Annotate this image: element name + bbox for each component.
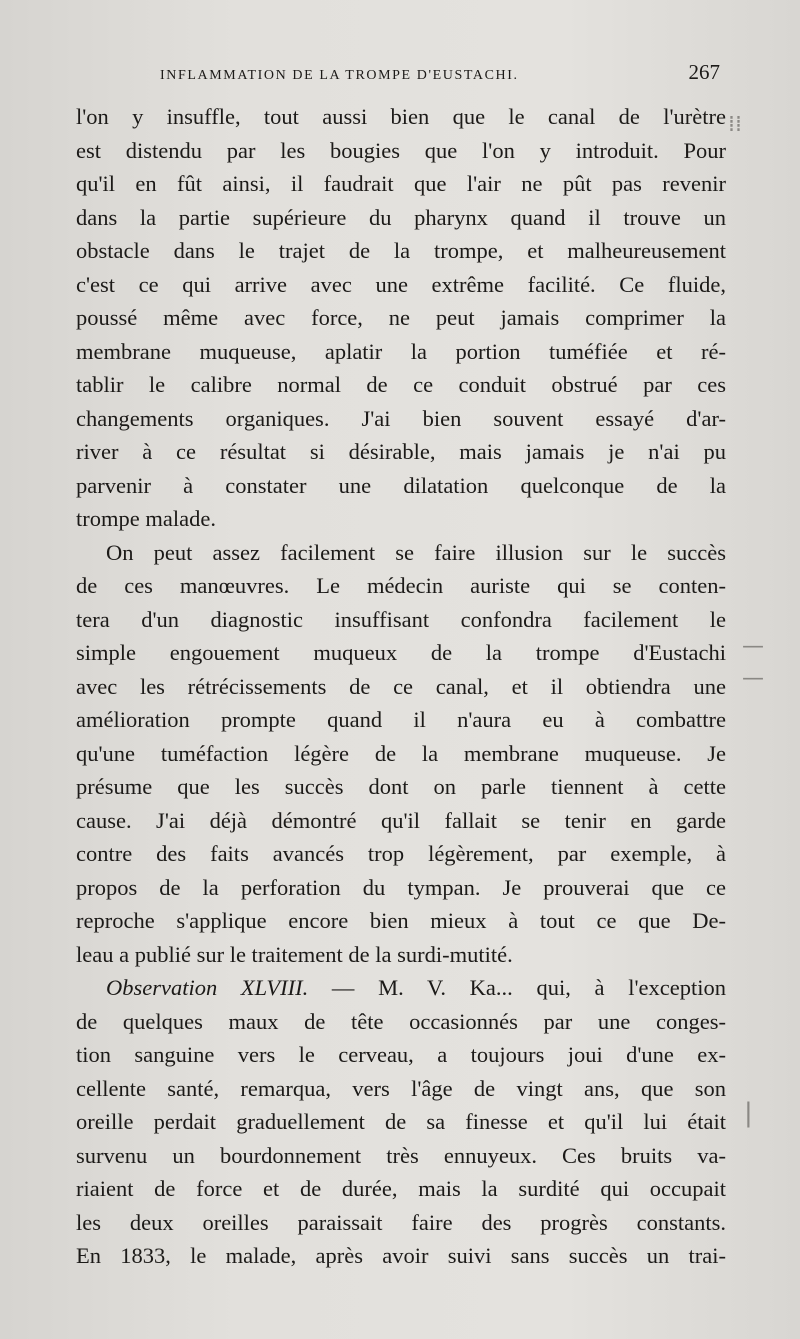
text-line: trompe malade. xyxy=(76,506,216,531)
margin-dash-mark: — xyxy=(742,634,764,659)
text-line: En 1833, le malade, après avoir suivi sans succès un trai- xyxy=(76,1243,726,1268)
text-line: river à ce résultat si désirable, mais jamais je n'ai pu xyxy=(76,439,726,464)
paragraph-1 xyxy=(76,100,726,536)
text-line: tablir le calibre normal de ce conduit obstrué par ces xyxy=(76,372,726,397)
margin-dash-mark: — xyxy=(742,666,764,691)
text-line: les deux oreilles paraissait faire des progrès constants. xyxy=(76,1209,726,1235)
text-line: survenu un bourdonnement très ennuyeux. Ces bruits va- xyxy=(76,1142,726,1168)
text-line: qu'une tuméfaction légère de la membrane muqueuse. Je xyxy=(76,740,726,766)
observation-label: Observation XLVIII. xyxy=(106,975,309,1000)
text-line: oreille perdait graduellement de sa finesse et qu'il lui était xyxy=(76,1109,726,1134)
margin-pencil-mark: ⁞⁞ xyxy=(728,112,742,137)
text-line: amélioration prompte quand il n'aura eu à combattre xyxy=(76,707,726,732)
text-line: leau a publié sur le traitement de la surdi-mutité. xyxy=(76,941,513,967)
text-line: qu'il en fût ainsi, il faudrait que l'air ne pût pas revenir xyxy=(76,171,726,196)
text-line: parvenir à constater une dilatation quelconque de la xyxy=(76,472,726,498)
observation-first-line-text: — M. V. Ka... qui, à l'exception xyxy=(308,975,726,1000)
text-line: cellente santé, remarqua, vers l'âge de vingt ans, que son xyxy=(76,1075,726,1101)
text-line: contre des faits avancés trop légèrement, par exemple, à xyxy=(76,841,726,866)
text-line: tera d'un diagnostic insuffisant confondra facilement le xyxy=(76,606,726,632)
text-line: propos de la perforation du tympan. Je prouverai que ce xyxy=(76,874,726,900)
text-line: de quelques maux de tête occasionnés par une conges- xyxy=(76,1008,726,1034)
body-text xyxy=(76,100,726,1273)
running-head: INFLAMMATION DE LA TROMPE D'EUSTACHI. xyxy=(160,68,519,83)
text-line: est distendu par les bougies que l'on y introduit. Pour xyxy=(76,137,726,163)
text-line: poussé même avec force, ne peut jamais comprimer la xyxy=(76,305,726,330)
text-line: dans la partie supérieure du pharynx quand il trouve un xyxy=(76,204,726,230)
page-header xyxy=(160,60,720,85)
text-line: simple engouement muqueux de la trompe d'Eustachi xyxy=(76,640,726,665)
observation-first-line xyxy=(76,971,726,1005)
text-line: On peut assez facilement se faire illusion sur le succès xyxy=(106,539,726,565)
text-line: avec les rétrécissements de ce canal, et il obtiendra une xyxy=(76,673,726,699)
text-line: reproche s'applique encore bien mieux à tout ce que De- xyxy=(76,908,726,933)
margin-pencil-mark: | xyxy=(744,1098,753,1128)
text-line: c'est ce qui arrive avec une extrême facilité. Ce fluide, xyxy=(76,271,726,297)
text-line: obstacle dans le trajet de la trompe, et malheureusement xyxy=(76,238,726,263)
paragraph-2 xyxy=(76,536,726,972)
text-line: de ces manœuvres. Le médecin auriste qui se conten- xyxy=(76,573,726,598)
page-number: 267 xyxy=(688,60,720,84)
text-line: l'on y insuffle, tout aussi bien que le canal de l'urètre xyxy=(76,104,726,129)
text-line: riaient de force et de durée, mais la surdité qui occupait xyxy=(76,1176,726,1201)
text-line: présume que les succès dont on parle tiennent à cette xyxy=(76,774,726,799)
paragraph-observation xyxy=(76,971,726,1273)
text-line: membrane muqueuse, aplatir la portion tuméfiée et ré- xyxy=(76,338,726,364)
text-line: changements organiques. J'ai bien souvent essayé d'ar- xyxy=(76,405,726,431)
text-line: tion sanguine vers le cerveau, a toujours joui d'une ex- xyxy=(76,1042,726,1067)
text-line: cause. J'ai déjà démontré qu'il fallait se tenir en garde xyxy=(76,807,726,833)
